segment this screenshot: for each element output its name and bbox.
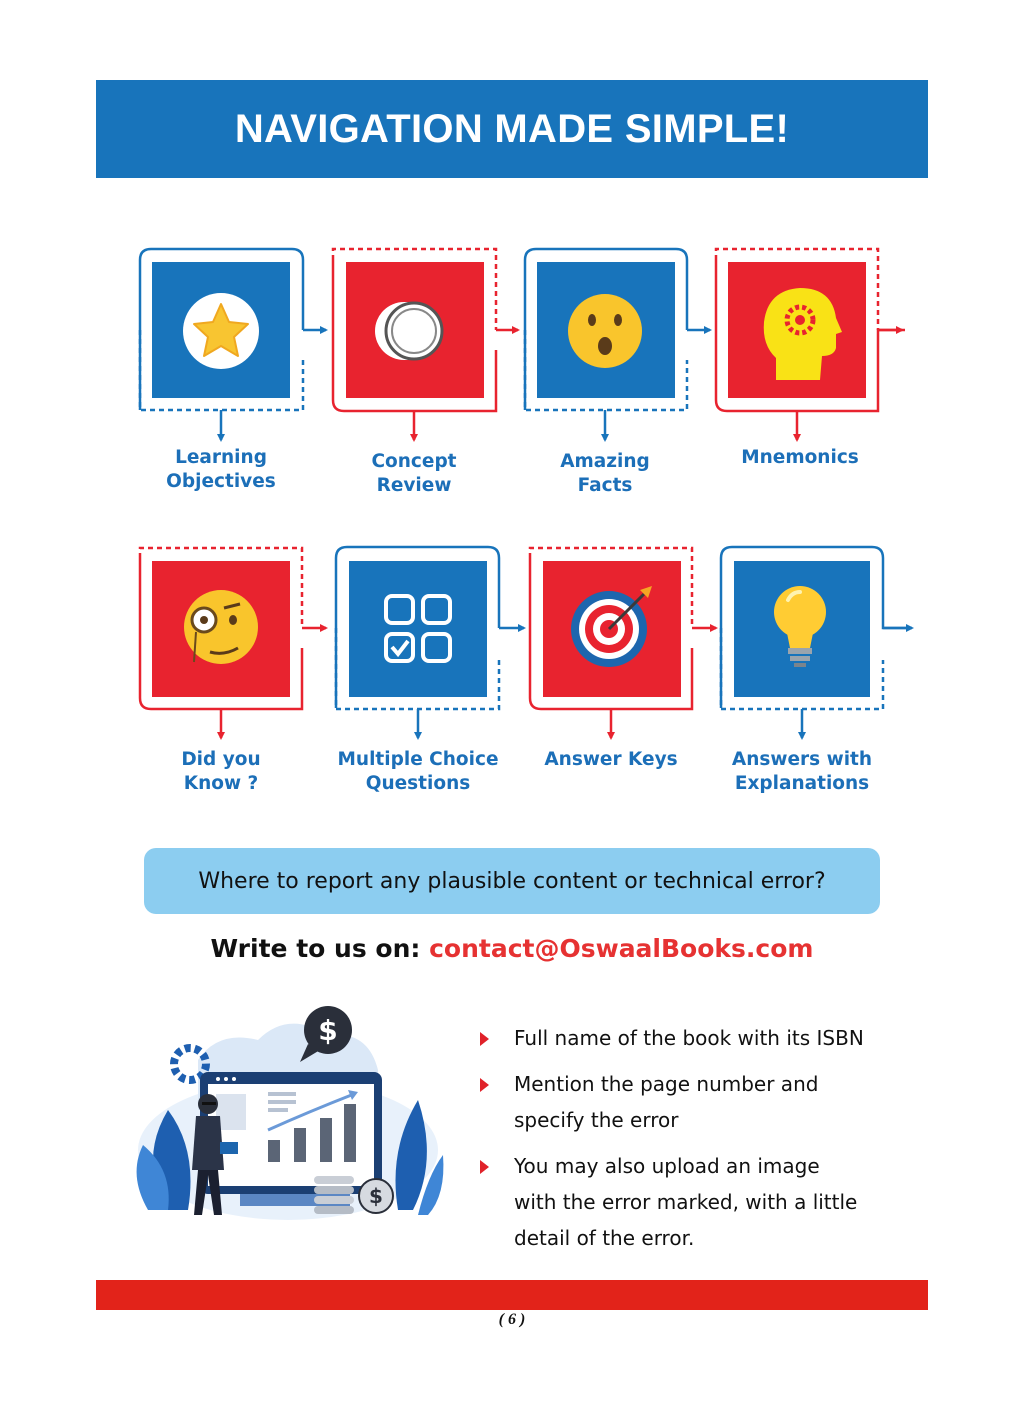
instructions-list [478, 1020, 918, 1266]
star-icon [183, 293, 259, 369]
label-line: Questions [365, 773, 471, 794]
label-did-you-know [150, 748, 292, 796]
label-line: Know ? [183, 773, 259, 794]
card-concept-review[interactable] [333, 249, 518, 440]
label-line: Amazing [560, 451, 650, 472]
page-title: NAVIGATION MADE SIMPLE! [234, 106, 790, 151]
instruction-item [478, 1148, 918, 1256]
card-multiple-choice-questions[interactable] [336, 547, 524, 738]
card-mnemonics[interactable] [716, 249, 905, 440]
report-question-box [144, 848, 880, 914]
report-question: Where to report any plausible content or technical error? [198, 868, 826, 894]
card-amazing-facts[interactable] [525, 249, 710, 440]
label-concept-review [334, 450, 494, 498]
thinking-face-icon [184, 590, 258, 664]
triangle-bullet-icon [480, 1032, 489, 1046]
analyst-dashboard-illustration [128, 1000, 448, 1230]
label-amazing-facts [525, 450, 685, 498]
label-answer-keys [526, 748, 696, 772]
card-answer-keys[interactable] [530, 548, 716, 738]
label-line: Objectives [166, 471, 276, 492]
label-line: Answer Keys [544, 749, 678, 770]
instruction-item [478, 1066, 918, 1138]
instruction-line: Full name of the book with its ISBN [514, 1026, 864, 1050]
instruction-line: Mention the page number and [514, 1072, 819, 1096]
label-answers-with-explanations [712, 748, 892, 796]
magnifier-icon [375, 302, 442, 360]
triangle-bullet-icon [480, 1160, 489, 1174]
label-line: Explanations [734, 773, 870, 794]
instruction-line: You may also upload an image [514, 1154, 820, 1178]
page-number: ( 6 ) [498, 1311, 526, 1328]
instruction-line: with the error marked, with a little [514, 1190, 858, 1214]
write-to-us [0, 934, 1024, 963]
label-line: Review [376, 475, 452, 496]
footer-red-bar [96, 1280, 928, 1310]
card-learning-objectives[interactable] [140, 249, 326, 440]
instruction-item [478, 1020, 918, 1056]
label-line: Mnemonics [741, 447, 859, 468]
card-did-you-know[interactable] [140, 548, 326, 738]
label-mnemonics [720, 446, 880, 470]
contact-email-link[interactable]: contact@OswaalBooks.com [429, 934, 814, 963]
triangle-bullet-icon [480, 1078, 489, 1092]
card-answers-with-explanations[interactable] [721, 547, 912, 738]
label-line: Multiple Choice [337, 749, 499, 770]
instruction-line: detail of the error. [514, 1226, 695, 1250]
label-line: Did you [181, 749, 261, 770]
svg-text:$: $ [318, 1014, 338, 1047]
label-multiple-choice-questions [318, 748, 518, 796]
label-learning-objectives [150, 446, 292, 494]
label-line: Facts [577, 475, 633, 496]
label-line: Learning [175, 447, 267, 468]
surprised-face-icon [568, 294, 642, 368]
label-line: Answers with [731, 749, 873, 770]
label-line: Concept [371, 451, 457, 472]
svg-text:$: $ [369, 1184, 383, 1208]
write-prefix: Write to us on: [210, 934, 430, 963]
instruction-line: specify the error [514, 1108, 679, 1132]
